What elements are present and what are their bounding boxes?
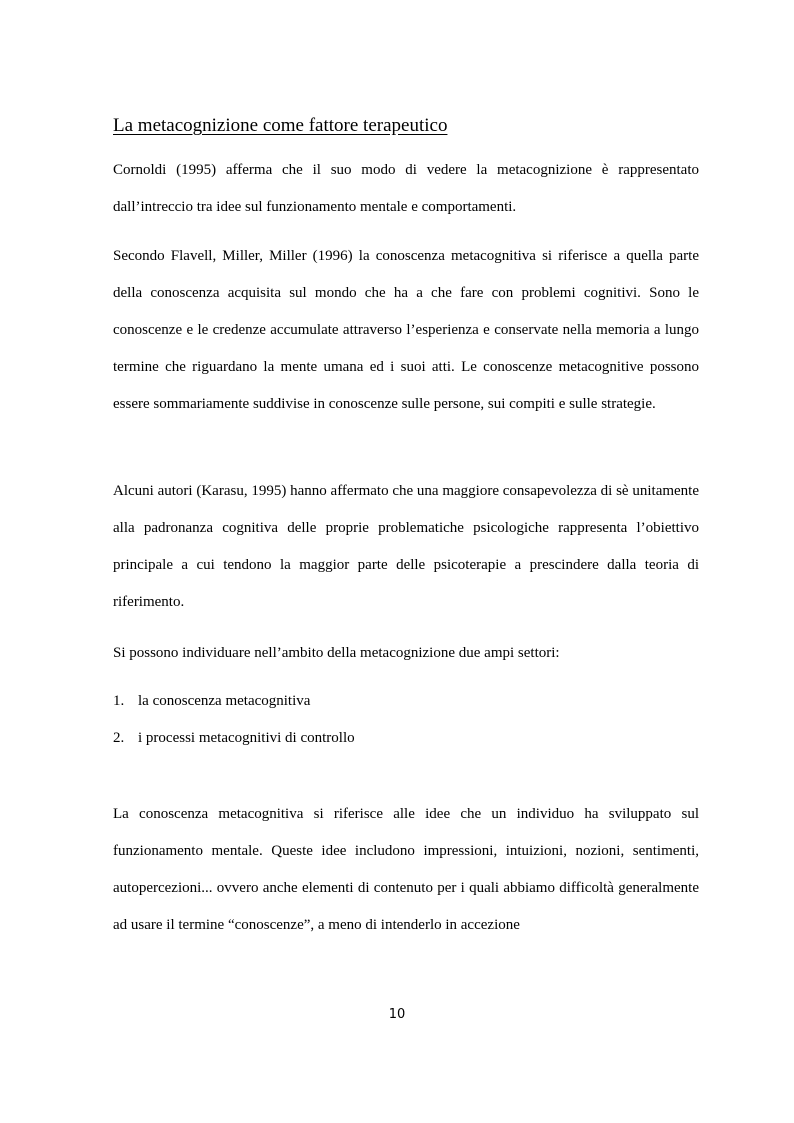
- paragraph-karasu: Alcuni autori (Karasu, 1995) hanno affermato che una maggiore consapevolezza di sè unitamente alla padronanza cognitiva delle proprie problematiche psicologiche rappresenta l’obiettivo principale a cui tendono la maggior parte delle psicoterapie a prescindere dalla teoria di riferimento.: [113, 483, 699, 610]
- paragraph-flavell: Secondo Flavell, Miller, Miller (1996) la conoscenza metacognitiva si riferisce a quella parte della conoscenza acquisita sul mondo che ha a che fare con problemi cognitivi. Sono le conoscenze e le credenze accumulate attraverso l’esperienza e conservate nella memoria a lungo termine che riguardano la mente umana ed i suoi atti. Le conoscenze metacognitive possono essere sommariamente suddivise in conoscenze sulle persone, sui compiti e sulle strategie.: [113, 248, 699, 412]
- numbered-list: [113, 683, 355, 757]
- list-item: [113, 683, 355, 720]
- list-item: [113, 720, 355, 757]
- list-item-number: 2.: [113, 730, 125, 746]
- paragraph-settori-intro: Si possono individuare nell’ambito della metacognizione due ampi settori:: [113, 645, 560, 661]
- list-item-text: i processi metacognitivi di controllo: [138, 730, 355, 746]
- list-item-number: 1.: [113, 693, 125, 709]
- paragraph-cornoldi: Cornoldi (1995) afferma che il suo modo di vedere la metacognizione è rappresentato dall’intreccio tra idee sul funzionamento mentale e comportamenti.: [113, 162, 699, 215]
- list-item-text: la conoscenza metacognitiva: [138, 693, 311, 709]
- section-title: La metacognizione come fattore terapeutico: [113, 115, 448, 136]
- page-number: 10: [388, 1007, 406, 1022]
- paragraph-conoscenza-metacognitiva: La conoscenza metacognitiva si riferisce alle idee che un individuo ha sviluppato sul funzionamento mentale. Queste idee includono impressioni, intuizioni, nozioni, sentimenti, autopercezioni... ovvero anche elementi di contenuto per i quali abbiamo difficoltà generalmente ad usare il termine “conoscenze”, a meno di intenderlo in accezione: [113, 806, 699, 933]
